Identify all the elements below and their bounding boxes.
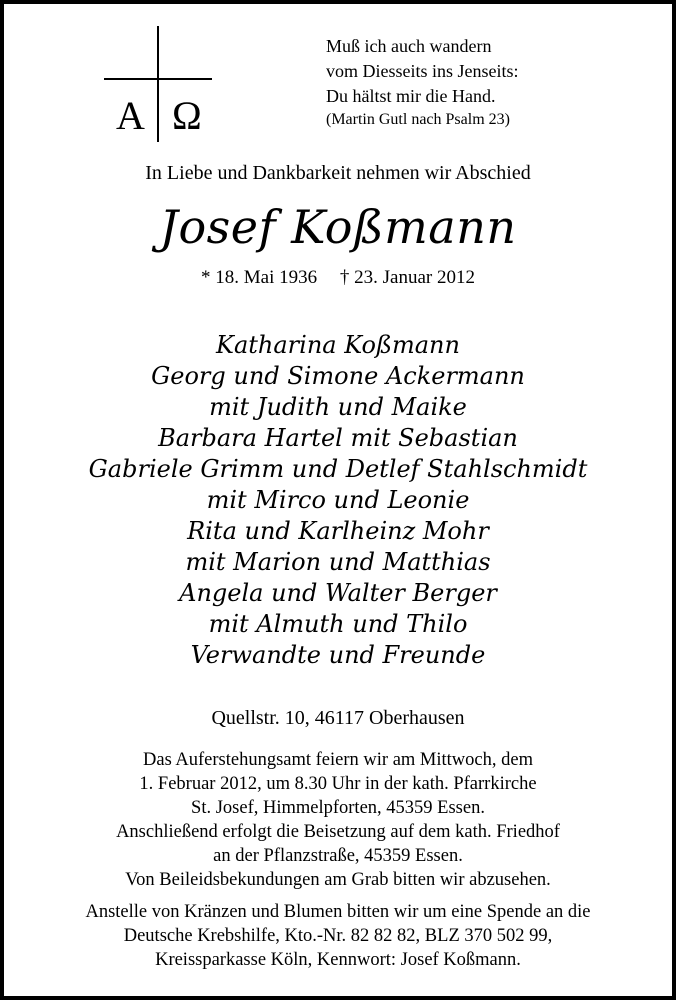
deceased-name: Josef Koßmann: [159, 200, 517, 254]
service-line: Von Beileidsbekundungen am Grab bitten wir abzusehen.: [125, 870, 551, 890]
mourner-line: Gabriele Grimm und Detlef Stahlschmidt: [88, 455, 588, 483]
donation-line: Deutsche Krebshilfe, Kto.-Nr. 82 82 82, BLZ 370 502 99,: [123, 926, 553, 946]
quote-citation: (Martin Gutl nach Psalm 23): [326, 111, 510, 128]
mourner-line: mit Judith und Maike: [209, 393, 467, 421]
alpha-letter: A: [116, 93, 145, 138]
omega-letter: Ω: [172, 93, 202, 138]
mourner-line: Verwandte und Freunde: [190, 641, 486, 669]
mourner-line: Georg und Simone Ackermann: [151, 362, 525, 390]
service-line: Anschließend erfolgt die Beisetzung auf dem kath. Friedhof: [116, 822, 560, 842]
mourners-list: [0, 330, 676, 671]
service-line: St. Josef, Himmelpforten, 45359 Essen.: [191, 798, 485, 818]
mourner-line: Rita und Karlheinz Mohr: [187, 517, 489, 545]
mourner-line: Barbara Hartel mit Sebastian: [158, 424, 518, 452]
service-info: [0, 748, 676, 892]
quote-line: Muß ich auch wandern: [326, 36, 492, 56]
service-line: 1. Februar 2012, um 8.30 Uhr in der kath. Pfarrkirche: [139, 774, 537, 794]
mourner-line: Angela und Walter Berger: [179, 579, 497, 607]
mourner-line: Katharina Koßmann: [216, 331, 460, 359]
mourner-line: mit Mirco und Leonie: [206, 486, 470, 514]
donation-line: Anstelle von Kränzen und Blumen bitten wir um eine Spende an die: [85, 902, 591, 922]
quote-line: vom Diesseits ins Jenseits:: [326, 61, 519, 81]
quote-block: [326, 34, 519, 131]
service-line: Das Auferstehungsamt feiern wir am Mittwoch, dem: [143, 750, 533, 770]
birth-date: * 18. Mai 1936: [201, 267, 318, 288]
life-dates: [0, 267, 676, 289]
donation-line: Kreissparkasse Köln, Kennwort: Josef Koßmann.: [155, 950, 521, 970]
quote-line: Du hältst mir die Hand.: [326, 86, 496, 106]
death-date: † 23. Januar 2012: [339, 267, 475, 288]
donation-info: [0, 900, 676, 972]
mourner-line: mit Marion und Matthias: [185, 548, 491, 576]
cross-icon-vertical: [157, 26, 159, 142]
cross-icon-horizontal: [104, 78, 212, 80]
mourner-line: mit Almuth und Thilo: [208, 610, 468, 638]
cross-alpha-omega-symbol: [104, 26, 216, 144]
service-line: an der Pflanzstraße, 45359 Essen.: [213, 846, 463, 866]
intro-text: In Liebe und Dankbarkeit nehmen wir Abschied: [145, 162, 531, 184]
family-address: Quellstr. 10, 46117 Oberhausen: [211, 707, 465, 729]
